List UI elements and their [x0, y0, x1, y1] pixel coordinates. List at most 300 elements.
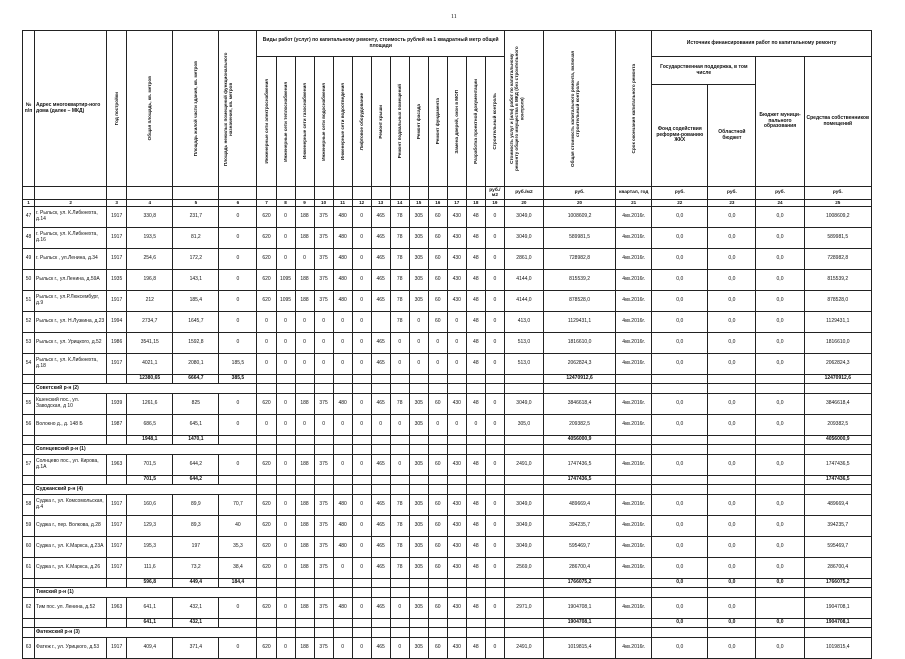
row-deadline: 4кв.2016г.: [616, 249, 652, 270]
row-cost-per-m2: 3049,0: [504, 516, 543, 537]
row-work-cost: 465: [371, 228, 390, 249]
row-owners: 286700,4: [804, 558, 871, 579]
row-deadline: 4кв.2016г.: [616, 354, 652, 375]
row-fund: 0,0: [652, 207, 708, 228]
row-number: 57: [23, 455, 35, 476]
table-cell: [428, 628, 447, 638]
row-deadline: 4кв.2016г.: [616, 394, 652, 415]
row-regional: 0,0: [708, 558, 756, 579]
row-res-area: 432,1: [173, 598, 219, 619]
row-deadline: 4кв.2016г.: [616, 598, 652, 619]
row-work-cost: 0: [352, 638, 371, 659]
table-cell: [295, 628, 314, 638]
row-cost-per-m2: 2491,0: [504, 638, 543, 659]
subtotal-nonres-area: [219, 619, 257, 628]
table-cell: [107, 579, 127, 588]
row-res-area: 1645,7: [173, 312, 219, 333]
row-number: 63: [23, 638, 35, 659]
row-municipal: 0,0: [756, 333, 804, 354]
row-res-area: 1592,8: [173, 333, 219, 354]
row-nonres-area: 0: [219, 455, 257, 476]
row-cost-per-m2: 3049,0: [504, 228, 543, 249]
row-work-cost: 375: [314, 558, 333, 579]
row-number: 62: [23, 598, 35, 619]
row-fund: 0,0: [652, 558, 708, 579]
region-label: Фатежский р-н (3): [35, 628, 257, 638]
table-cell: 0,0: [652, 619, 708, 628]
table-cell: [485, 619, 504, 628]
table-cell: [543, 588, 615, 598]
row-owners: 3846618,4: [804, 394, 871, 415]
row-owners: 1747436,5: [804, 455, 871, 476]
table-cell: [23, 579, 35, 588]
column-number: 6: [219, 200, 257, 207]
row-work-cost: 305: [409, 291, 428, 312]
row-work-cost: 60: [428, 312, 447, 333]
table-cell: [314, 445, 333, 455]
row-work-cost: 620: [257, 394, 276, 415]
row-cost-per-m2: 2491,0: [504, 455, 543, 476]
table-cell: [504, 619, 543, 628]
row-work-cost: 480: [333, 516, 352, 537]
row-year: 1917: [107, 516, 127, 537]
row-work-cost: 0: [276, 495, 295, 516]
table-cell: [616, 445, 652, 455]
row-work-cost: 60: [428, 598, 447, 619]
row-work-cost: 0: [333, 312, 352, 333]
row-deadline: 4кв.2016г.: [616, 516, 652, 537]
row-work-cost: 480: [333, 228, 352, 249]
row-work-cost: 78: [390, 291, 409, 312]
table-cell: [314, 628, 333, 638]
row-work-cost: 305: [409, 455, 428, 476]
row-address: г. Рыльск, ул. К.Либкнехта, д.14: [35, 207, 107, 228]
table-cell: [390, 485, 409, 495]
row-cost-per-m2: 513,0: [504, 333, 543, 354]
table-cell: [485, 436, 504, 445]
row-res-area: 371,4: [173, 638, 219, 659]
table-cell: [107, 436, 127, 445]
row-total-area: 129,3: [127, 516, 173, 537]
row-number: 55: [23, 394, 35, 415]
row-address: Рыльск г., ул.Ленина, д.59А: [35, 270, 107, 291]
row-work-cost: 0: [466, 415, 485, 436]
row-regional: 0,0: [708, 312, 756, 333]
row-fund: 0,0: [652, 354, 708, 375]
table-row: [23, 558, 872, 579]
subtotal-row: [23, 579, 872, 588]
table-cell: [708, 485, 756, 495]
row-work-cost: 48: [466, 354, 485, 375]
row-year: 1917: [107, 207, 127, 228]
subtotal-nonres-area: 385,5: [219, 375, 257, 384]
table-cell: [616, 628, 652, 638]
row-work-cost: 620: [257, 638, 276, 659]
row-work-cost: 0: [352, 394, 371, 415]
table-cell: [107, 476, 127, 485]
row-work-cost: 0: [257, 333, 276, 354]
table-cell: [352, 628, 371, 638]
row-work-cost: 305: [409, 207, 428, 228]
row-nonres-area: 0: [219, 270, 257, 291]
region-label: Советский р-н (2): [35, 384, 257, 394]
row-cost-per-m2: 513,0: [504, 354, 543, 375]
header-work-5: Инженерные сети водоотведения: [333, 57, 352, 187]
row-work-cost: 430: [447, 207, 466, 228]
row-work-cost: 0: [276, 312, 295, 333]
table-cell: [616, 588, 652, 598]
row-work-cost: 375: [314, 394, 333, 415]
row-total-cost: 2062824,3: [543, 354, 615, 375]
row-municipal: 0,0: [756, 207, 804, 228]
row-work-cost: 465: [371, 638, 390, 659]
row-work-cost: 0: [352, 558, 371, 579]
row-work-cost: 188: [295, 270, 314, 291]
row-work-cost: 60: [428, 291, 447, 312]
table-cell: [352, 476, 371, 485]
row-work-cost: 188: [295, 537, 314, 558]
table-cell: [428, 588, 447, 598]
row-nonres-area: 0: [219, 291, 257, 312]
row-regional: 0,0: [708, 495, 756, 516]
table-cell: [543, 445, 615, 455]
row-nonres-area: 185,5: [219, 354, 257, 375]
row-regional: 0,0: [708, 333, 756, 354]
region-row: [23, 628, 872, 638]
table-row: [23, 333, 872, 354]
table-row: [23, 249, 872, 270]
row-res-area: 89,9: [173, 495, 219, 516]
row-total-area: 196,8: [127, 270, 173, 291]
row-work-cost: 375: [314, 270, 333, 291]
table-cell: [616, 619, 652, 628]
row-nonres-area: 0: [219, 207, 257, 228]
subtotal-total-area: 701,5: [127, 476, 173, 485]
row-work-cost: 305: [409, 537, 428, 558]
row-work-cost: 188: [295, 291, 314, 312]
row-cost-per-m2: 4144,0: [504, 291, 543, 312]
row-address: г. Рыльск, ул. К.Либкнехта, д.16: [35, 228, 107, 249]
row-work-cost: 620: [257, 558, 276, 579]
row-cost-per-m2: 2569,0: [504, 558, 543, 579]
row-deadline: 4кв.2016г.: [616, 207, 652, 228]
row-work-cost: 0: [371, 415, 390, 436]
row-work-cost: 480: [333, 495, 352, 516]
table-cell: [652, 476, 708, 485]
row-municipal: 0,0: [756, 455, 804, 476]
row-address: г. Рыльск , ул.Ленина, д.34: [35, 249, 107, 270]
subtotal-sum: 1747436,5: [543, 476, 615, 485]
column-number: 12: [352, 200, 371, 207]
table-cell: [652, 485, 708, 495]
table-cell: [543, 384, 615, 394]
row-address: Рыльск г., ул. Н.Лузкина, д.23: [35, 312, 107, 333]
row-work-cost: 0: [390, 455, 409, 476]
row-work-cost: 0: [333, 354, 352, 375]
row-work-cost: 480: [333, 394, 352, 415]
row-work-cost: 0: [314, 312, 333, 333]
subtotal-res-area: 644,2: [173, 476, 219, 485]
table-cell: [295, 375, 314, 384]
table-cell: [333, 384, 352, 394]
row-work-cost: 465: [371, 598, 390, 619]
table-cell: [466, 384, 485, 394]
row-owners: 209382,5: [804, 415, 871, 436]
row-work-cost: 188: [295, 455, 314, 476]
row-regional: 0,0: [708, 394, 756, 415]
table-cell: [652, 588, 708, 598]
row-work-cost: 0: [276, 249, 295, 270]
row-fund: 0,0: [652, 516, 708, 537]
table-row: [23, 270, 872, 291]
table-cell: [409, 485, 428, 495]
row-deadline: 4кв.2016г.: [616, 291, 652, 312]
table-cell: [371, 485, 390, 495]
subtotal-owners: 1766075,2: [804, 579, 871, 588]
table-cell: [257, 476, 276, 485]
row-work-cost: 480: [333, 537, 352, 558]
table-cell: [333, 579, 352, 588]
table-cell: [352, 375, 371, 384]
table-cell: [428, 375, 447, 384]
table-cell: [485, 384, 504, 394]
row-address: Рыльск г., ул. Урицкого, д.52: [35, 333, 107, 354]
row-total-cost: 1747436,5: [543, 455, 615, 476]
row-work-cost: 465: [371, 394, 390, 415]
row-total-area: 409,4: [127, 638, 173, 659]
row-construction-control: 0: [485, 270, 504, 291]
row-cost-per-m2: 2971,0: [504, 598, 543, 619]
row-total-cost: 595469,7: [543, 537, 615, 558]
region-row: [23, 384, 872, 394]
row-municipal: 0,0: [756, 394, 804, 415]
row-year: 1917: [107, 291, 127, 312]
row-address: Суджа г., ул. Комсомольская, д.4: [35, 495, 107, 516]
table-cell: [447, 436, 466, 445]
row-work-cost: 0: [352, 312, 371, 333]
region-row: [23, 588, 872, 598]
row-work-cost: 375: [314, 598, 333, 619]
table-cell: [504, 384, 543, 394]
row-work-cost: 430: [447, 228, 466, 249]
table-row: [23, 638, 872, 659]
row-work-cost: 0: [447, 354, 466, 375]
row-address: Суджа г., пер. Волкова, д.28: [35, 516, 107, 537]
table-cell: [466, 628, 485, 638]
table-cell: [23, 436, 35, 445]
row-work-cost: 305: [409, 516, 428, 537]
row-regional: 0,0: [708, 228, 756, 249]
table-cell: [371, 588, 390, 598]
table-cell: [756, 384, 804, 394]
row-regional: 0,0: [708, 354, 756, 375]
table-cell: [756, 628, 804, 638]
row-work-cost: 375: [314, 638, 333, 659]
header-total-cost: Общая стоимость капитального ремонта, включая строительный контроль: [543, 31, 615, 187]
table-cell: [333, 485, 352, 495]
row-work-cost: 48: [466, 312, 485, 333]
row-owners: 815539,2: [804, 270, 871, 291]
table-cell: [390, 588, 409, 598]
table-row: [23, 415, 872, 436]
table-cell: [257, 384, 276, 394]
table-cell: [409, 436, 428, 445]
table-cell: [447, 579, 466, 588]
subtotal-sum: 4056000,9: [543, 436, 615, 445]
table-row: [23, 537, 872, 558]
table-cell: [314, 384, 333, 394]
row-work-cost: 0: [352, 598, 371, 619]
table-cell: [652, 628, 708, 638]
table-cell: [352, 485, 371, 495]
row-work-cost: 430: [447, 516, 466, 537]
row-work-cost: 465: [371, 516, 390, 537]
row-construction-control: 0: [485, 598, 504, 619]
table-cell: [23, 619, 35, 628]
table-cell: [257, 579, 276, 588]
row-construction-control: 0: [485, 312, 504, 333]
row-construction-control: 0: [485, 228, 504, 249]
header-res-area: Площадь жилой части здания, кв. метров: [173, 31, 219, 187]
table-cell: [295, 476, 314, 485]
row-work-cost: 60: [428, 495, 447, 516]
row-work-cost: 188: [295, 516, 314, 537]
table-cell: [616, 485, 652, 495]
table-cell: [428, 384, 447, 394]
row-work-cost: 620: [257, 207, 276, 228]
column-number: 14: [390, 200, 409, 207]
row-work-cost: 480: [333, 249, 352, 270]
row-nonres-area: 38,4: [219, 558, 257, 579]
row-municipal: 0,0: [756, 312, 804, 333]
column-number: 22: [652, 200, 708, 207]
row-work-cost: 465: [371, 270, 390, 291]
column-number: 21: [616, 200, 652, 207]
row-work-cost: 430: [447, 638, 466, 659]
table-cell: [35, 436, 107, 445]
row-work-cost: 0: [257, 354, 276, 375]
row-cost-per-m2: 413,0: [504, 312, 543, 333]
row-total-cost: 878528,0: [543, 291, 615, 312]
table-cell: [409, 476, 428, 485]
row-work-cost: 48: [466, 333, 485, 354]
table-cell: [504, 579, 543, 588]
table-cell: [409, 579, 428, 588]
table-cell: [447, 375, 466, 384]
table-cell: [466, 485, 485, 495]
row-work-cost: 0: [409, 312, 428, 333]
table-cell: [23, 588, 35, 598]
row-work-cost: 430: [447, 537, 466, 558]
table-cell: 0,0: [756, 579, 804, 588]
column-number: 24: [756, 200, 804, 207]
table-cell: [333, 628, 352, 638]
table-cell: [652, 384, 708, 394]
row-number: 61: [23, 558, 35, 579]
row-construction-control: 0: [485, 291, 504, 312]
table-cell: [333, 375, 352, 384]
row-total-area: 3541,15: [127, 333, 173, 354]
row-owners: 878528,0: [804, 291, 871, 312]
row-deadline: 4кв.2016г.: [616, 537, 652, 558]
row-deadline: 4кв.2016г.: [616, 270, 652, 291]
row-deadline: 4кв.2016г.: [616, 333, 652, 354]
row-work-cost: 78: [390, 516, 409, 537]
row-nonres-area: 0: [219, 312, 257, 333]
row-work-cost: 480: [333, 598, 352, 619]
table-cell: [276, 436, 295, 445]
row-work-cost: 620: [257, 537, 276, 558]
table-cell: [428, 476, 447, 485]
column-number: 3: [107, 200, 127, 207]
table-cell: [371, 579, 390, 588]
row-work-cost: 430: [447, 394, 466, 415]
table-cell: [616, 436, 652, 445]
table-cell: [390, 384, 409, 394]
row-work-cost: 305: [409, 249, 428, 270]
header-work-4: Инженерные сети водоснабжения: [314, 57, 333, 187]
column-number: 2: [35, 200, 107, 207]
row-work-cost: 48: [466, 537, 485, 558]
table-cell: [276, 485, 295, 495]
table-cell: [616, 375, 652, 384]
region-row: [23, 485, 872, 495]
table-row: [23, 455, 872, 476]
row-construction-control: 0: [485, 249, 504, 270]
row-work-cost: 465: [371, 249, 390, 270]
table-cell: [756, 436, 804, 445]
row-regional: 0,0: [708, 207, 756, 228]
row-work-cost: 0: [352, 291, 371, 312]
row-work-cost: 60: [428, 558, 447, 579]
header-year: Год постройки: [107, 31, 127, 187]
row-fund: 0,0: [652, 312, 708, 333]
table-row: [23, 354, 872, 375]
subtotal-row: [23, 476, 872, 485]
row-work-cost: 0: [314, 333, 333, 354]
subtotal-total-area: 641,1: [127, 619, 173, 628]
column-number: 20: [543, 200, 615, 207]
row-year: 1917: [107, 249, 127, 270]
row-nonres-area: 0: [219, 394, 257, 415]
row-address: Волокно д., д. 148 Б: [35, 415, 107, 436]
row-work-cost: 375: [314, 455, 333, 476]
row-work-cost: 430: [447, 270, 466, 291]
row-work-cost: 375: [314, 249, 333, 270]
table-cell: [409, 619, 428, 628]
table-cell: [485, 485, 504, 495]
row-fund: 0,0: [652, 228, 708, 249]
header-nonres-area: Площадь нежилых помещений функционального назначения, кв. метров: [219, 31, 257, 187]
header-work-6: Лифтовое оборудование: [352, 57, 371, 187]
table-cell: [371, 375, 390, 384]
table-cell: [295, 579, 314, 588]
row-construction-control: 0: [485, 394, 504, 415]
row-work-cost: 78: [390, 228, 409, 249]
table-cell: [447, 628, 466, 638]
column-number: 11: [333, 200, 352, 207]
table-cell: [257, 445, 276, 455]
row-municipal: 0,0: [756, 228, 804, 249]
row-total-cost: 1816610,0: [543, 333, 615, 354]
row-year: 1963: [107, 455, 127, 476]
row-work-cost: 1095: [276, 291, 295, 312]
table-cell: [23, 384, 35, 394]
table-cell: [390, 628, 409, 638]
row-total-area: 160,6: [127, 495, 173, 516]
row-work-cost: 430: [447, 291, 466, 312]
table-cell: [276, 375, 295, 384]
